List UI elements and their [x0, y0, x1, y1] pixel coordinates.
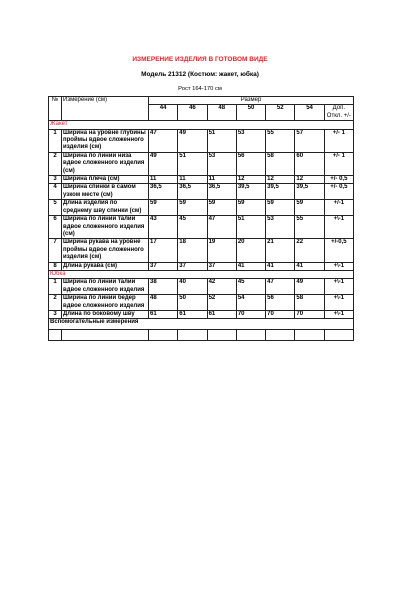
row-number: 2	[49, 295, 62, 311]
section-skirt-label: Юбка	[49, 270, 354, 278]
size-value: 61	[178, 310, 207, 318]
size-value: 61	[149, 310, 178, 318]
size-value: 42	[207, 279, 236, 295]
size-value: 53	[207, 152, 236, 175]
size-value: 43	[149, 216, 178, 239]
size-value: 47	[149, 129, 178, 152]
measurement-name: Ширина плеча (см)	[62, 176, 149, 184]
measurement-name: Ширина рукава на уровне проймы вдвое сложенного изделия (см)	[62, 239, 149, 262]
size-value: 12	[266, 176, 295, 184]
row-number: 5	[49, 200, 62, 216]
measurement-name: Длина изделия по среднему шву спинки (см)	[62, 200, 149, 216]
measurement-name: Ширина по линии талии вдвое сложенного изделия (см)	[62, 216, 149, 239]
size-value: 47	[207, 216, 236, 239]
size-value: 60	[295, 152, 324, 175]
row-number: 3	[49, 176, 62, 184]
table-row	[49, 310, 354, 318]
tolerance-value: +/- 0,5	[324, 176, 353, 184]
row-number: 8	[49, 262, 62, 270]
col-no-header: №	[49, 97, 62, 121]
size-value: 49	[295, 279, 324, 295]
empty-cell-name	[62, 330, 149, 341]
row-number: 1	[49, 129, 62, 152]
size-value: 55	[295, 216, 324, 239]
size-value: 49	[178, 129, 207, 152]
size-value: 36,5	[149, 184, 178, 200]
size-value: 41	[236, 262, 265, 270]
size-value: 61	[207, 310, 236, 318]
size-value: 51	[236, 216, 265, 239]
size-value: 17	[149, 239, 178, 262]
size-value: 39,5	[236, 184, 265, 200]
measurement-name: Ширина на уровне глубины проймы вдвое сложенного изделия (см)	[62, 129, 149, 152]
empty-cell	[178, 330, 207, 341]
size-value: 52	[207, 295, 236, 311]
empty-cell	[324, 330, 353, 341]
col-tolerance-header: Доп. Откл. +/-	[324, 105, 353, 121]
size-value: 12	[295, 176, 324, 184]
size-value: 40	[178, 279, 207, 295]
table-row	[49, 216, 354, 239]
tolerance-value: +\-1	[324, 295, 353, 311]
size-header: 46	[178, 105, 207, 121]
row-number: 1	[49, 279, 62, 295]
empty-cell	[207, 330, 236, 341]
model-subtitle: Модель 21312 (Костюм: жакет, юбка)	[141, 71, 259, 78]
size-value: 41	[266, 262, 295, 270]
size-value: 39,5	[266, 184, 295, 200]
table-row	[49, 262, 354, 270]
table-row	[49, 129, 354, 152]
size-value: 70	[266, 310, 295, 318]
tolerance-value: +/- 1	[324, 129, 353, 152]
section-jacket	[49, 121, 354, 129]
size-header: 50	[236, 105, 265, 121]
height-range: Рост 164-170 см	[178, 86, 222, 92]
size-value: 36,5	[207, 184, 236, 200]
size-value: 36,5	[178, 184, 207, 200]
section-jacket-label: Жакет	[49, 121, 354, 129]
size-value: 20	[236, 239, 265, 262]
tolerance-value: +\-1	[324, 279, 353, 295]
size-value: 58	[295, 295, 324, 311]
size-value: 59	[295, 200, 324, 216]
table-row	[49, 279, 354, 295]
measurement-name: Ширина по линии низа вдвое сложенного изделия (см)	[62, 152, 149, 175]
size-value: 70	[236, 310, 265, 318]
size-value: 45	[236, 279, 265, 295]
tolerance-value: +\-1	[324, 310, 353, 318]
size-value: 53	[266, 216, 295, 239]
col-measure-header: Измерение (см)	[62, 97, 149, 121]
row-number: 2	[49, 152, 62, 175]
size-value: 37	[207, 262, 236, 270]
tolerance-value: +\-1	[324, 262, 353, 270]
tolerance-value: +/-1	[324, 200, 353, 216]
measurement-name: Ширина спинки в самом узком месте (см)	[62, 184, 149, 200]
tolerance-value: +/-0,5	[324, 239, 353, 262]
measurement-name: Ширина по линии бедер вдвое сложенного изделия	[62, 295, 149, 311]
row-number: 6	[49, 216, 62, 239]
size-value: 54	[236, 295, 265, 311]
size-value: 56	[266, 295, 295, 311]
size-value: 70	[295, 310, 324, 318]
size-value: 56	[236, 152, 265, 175]
size-value: 45	[178, 216, 207, 239]
measurement-name: Ширина по линии талии вдвое сложенного изделия	[62, 279, 149, 295]
empty-cell	[149, 330, 178, 341]
tolerance-value: +/- 1	[324, 152, 353, 175]
size-value: 50	[178, 295, 207, 311]
size-value: 49	[149, 152, 178, 175]
size-value: 38	[149, 279, 178, 295]
row-number: 3	[49, 310, 62, 318]
measurement-name: Длина рукава (см)	[62, 262, 149, 270]
table-row	[49, 295, 354, 311]
aux-measurements-label: Вспомогательные измерения	[49, 319, 354, 330]
size-value: 37	[178, 262, 207, 270]
size-value: 19	[207, 239, 236, 262]
table-row	[49, 239, 354, 262]
size-value: 57	[295, 129, 324, 152]
size-value: 59	[236, 200, 265, 216]
empty-cell	[236, 330, 265, 341]
size-header: 52	[266, 105, 295, 121]
empty-cell-no	[49, 330, 62, 341]
section-skirt	[49, 270, 354, 278]
size-value: 21	[266, 239, 295, 262]
table-row	[49, 200, 354, 216]
size-value: 11	[149, 176, 178, 184]
size-value: 53	[236, 129, 265, 152]
size-value: 47	[266, 279, 295, 295]
size-value: 59	[149, 200, 178, 216]
empty-cell	[266, 330, 295, 341]
row-number: 4	[49, 184, 62, 200]
size-value: 59	[266, 200, 295, 216]
size-value: 48	[149, 295, 178, 311]
row-number: 7	[49, 239, 62, 262]
size-value: 18	[178, 239, 207, 262]
size-header: 48	[207, 105, 236, 121]
measurement-name: Длина по боковому шву	[62, 310, 149, 318]
size-value: 39,5	[295, 184, 324, 200]
header-row	[49, 97, 354, 105]
size-value: 12	[236, 176, 265, 184]
col-size-header: Размер	[149, 97, 354, 105]
size-header: 44	[149, 105, 178, 121]
empty-cell	[295, 330, 324, 341]
document-title: ИЗМЕРЕНИЕ ИЗДЕЛИЯ В ГОТОВОМ ВИДЕ	[132, 56, 268, 63]
size-header: 54	[295, 105, 324, 121]
size-value: 55	[266, 129, 295, 152]
tolerance-value: +\-1	[324, 216, 353, 239]
measurements-table	[48, 96, 354, 341]
size-value: 22	[295, 239, 324, 262]
table-row	[49, 152, 354, 175]
size-value: 11	[207, 176, 236, 184]
size-value: 58	[266, 152, 295, 175]
size-value: 59	[178, 200, 207, 216]
size-value: 59	[207, 200, 236, 216]
aux-measurements-row	[49, 319, 354, 330]
tolerance-value: +/- 0,5	[324, 184, 353, 200]
size-value: 51	[207, 129, 236, 152]
empty-row	[49, 330, 354, 341]
size-value: 51	[178, 152, 207, 175]
size-value: 41	[295, 262, 324, 270]
table-row	[49, 176, 354, 184]
size-value: 11	[178, 176, 207, 184]
size-value: 37	[149, 262, 178, 270]
table-row	[49, 184, 354, 200]
